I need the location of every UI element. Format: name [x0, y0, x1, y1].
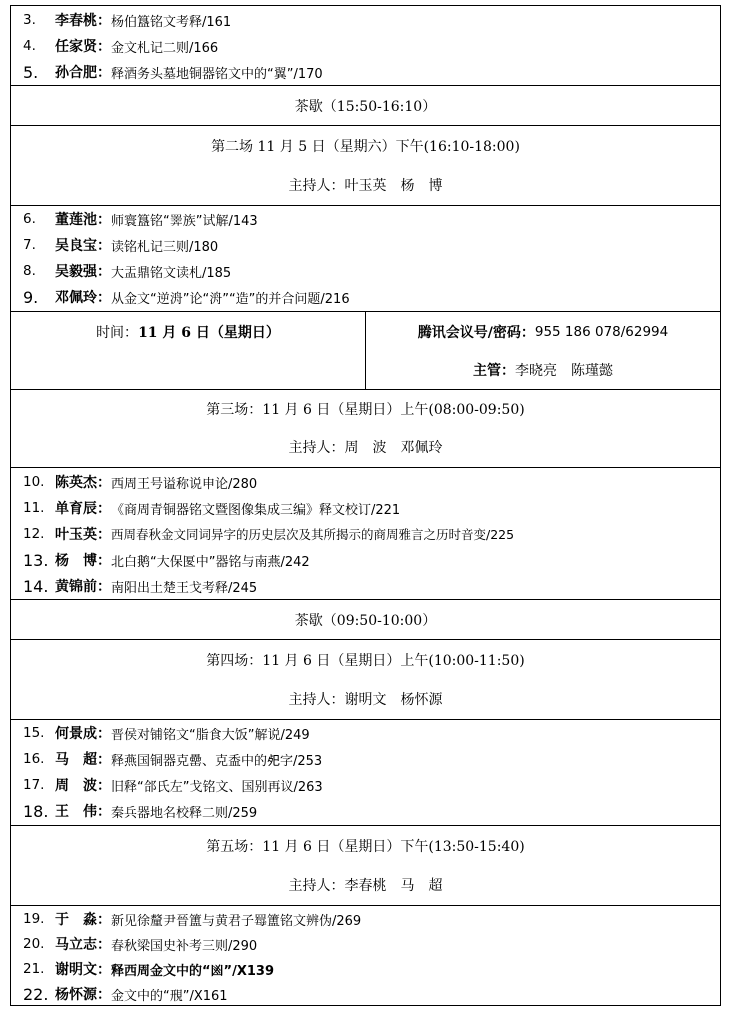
talk-title: 北白鹅“大保匽中”器铭与南燕/242 [111, 554, 310, 570]
talk-title: 释酒务头墓地铜器铭文中的“翼”/170 [111, 66, 323, 82]
talk-block-session3 [11, 468, 720, 600]
talk-title: 大盂鼎铭文读札/185 [111, 265, 232, 281]
speaker-name: 邓佩玲： [55, 290, 111, 306]
speaker-name: 黄锦前： [55, 579, 111, 595]
session-header [11, 826, 720, 906]
talk-number: 20. [23, 936, 45, 952]
host-label: 主持人： [288, 878, 345, 894]
speaker-name: 周 波： [55, 778, 111, 794]
talk-number: 9. [23, 287, 39, 307]
host-label: 主持人： [288, 440, 345, 456]
talk-row [11, 931, 720, 957]
speaker-name: 孙合肥： [55, 65, 111, 81]
talk-title: 释燕国铜器克罍、克盉中的𢀸字/253 [111, 753, 323, 769]
session-title: 第二场 11 月 5 日（星期六）下午(16:10-18:00) [211, 139, 520, 155]
speaker-name: 李春桃： [55, 13, 111, 29]
talk-number: 18. [23, 801, 49, 821]
session-host [11, 433, 720, 461]
talk-number: 8. [23, 263, 36, 279]
talk-number: 11. [23, 500, 45, 516]
talk-number: 13. [23, 550, 49, 570]
tea-break-row [11, 86, 720, 126]
talk-title: 秦兵器地名校释二则/259 [111, 805, 258, 821]
host-label: 主持人： [288, 178, 345, 194]
talk-number: 16. [23, 751, 45, 767]
session-title: 第五场：11 月 6 日（星期日）下午(13:50-15:40) [206, 839, 525, 855]
talk-number: 21. [23, 961, 45, 977]
talk-row [11, 258, 720, 284]
meeting-cell [366, 312, 720, 389]
talk-row [11, 232, 720, 258]
speaker-name: 陈英杰： [55, 475, 111, 491]
speaker-name: 何景成： [55, 726, 111, 742]
speaker-name: 叶玉英： [55, 527, 111, 543]
talk-block-session2 [11, 206, 720, 312]
speaker-name: 吴毅强： [55, 264, 111, 280]
talk-title: 杨伯簋铭文考释/161 [111, 14, 232, 30]
talk-number: 12. [23, 526, 45, 542]
talk-block-session1 [11, 6, 720, 86]
day-info-row [11, 312, 720, 390]
session-header [11, 126, 720, 206]
talk-row [11, 495, 720, 521]
session-title: 第四场：11 月 6 日（星期日）上午(10:00-11:50) [206, 653, 525, 669]
schedule-table [10, 5, 721, 1006]
talk-title: 《商周青铜器铭文暨图像集成三编》释文校订/221 [111, 502, 401, 518]
talk-block-session4 [11, 720, 720, 826]
session-header [11, 640, 720, 720]
session-title: 第三场：11 月 6 日（星期日）上午(08:00-09:50) [206, 402, 525, 418]
talk-title: 释西周金文中的“𠚍”/X139 [111, 963, 274, 979]
talk-row [11, 206, 720, 232]
talk-number: 6. [23, 211, 36, 227]
talk-row [11, 798, 720, 824]
speaker-name: 任家贤： [55, 39, 111, 55]
talk-title: 西周春秋金文同词异字的历史层次及其所揭示的商周雅言之历时音变/225 [111, 527, 515, 542]
speaker-name: 马 超： [55, 752, 111, 768]
talk-row [11, 746, 720, 772]
talk-title: 金文札记二则/166 [111, 40, 219, 56]
talk-title: 新见徐釐尹晉簠与黄君子䍙簠铭文辨伪/269 [111, 913, 362, 929]
talk-title: 春秋梁国史补考三则/290 [111, 938, 258, 954]
speaker-name: 杨 博： [55, 553, 111, 569]
talk-row [11, 7, 720, 33]
talk-row [11, 284, 720, 310]
speaker-name: 单育辰： [55, 501, 111, 517]
talk-title: 从金文“逆洀”论“洀”“造”的并合问题/216 [111, 291, 350, 307]
talk-title: 晋侯对铺铭文“脂食大饭”解说/249 [111, 727, 310, 743]
talk-number: 22. [23, 984, 49, 1004]
session-host [11, 171, 720, 199]
speaker-name: 于 淼： [55, 912, 111, 928]
speaker-name: 吴良宝： [55, 238, 111, 254]
tea-break-text: 茶歇（09:50-10:00） [294, 612, 437, 629]
time-label: 时间： [96, 325, 139, 341]
talk-title: 师寰簋铭“𢍰族”试解/143 [111, 213, 258, 229]
talk-row [11, 469, 720, 495]
day-time-cell [11, 312, 366, 389]
meeting-id: 955 186 078/62994 [534, 324, 669, 340]
talk-title: 旧释“郃氏左”戈铭文、国别再议/263 [111, 779, 323, 795]
talk-row [11, 720, 720, 746]
talk-row [11, 521, 720, 547]
manager-label: 主管： [473, 363, 515, 379]
speaker-name: 王 伟： [55, 804, 111, 820]
speaker-name: 马立志： [55, 937, 111, 953]
talk-number: 15. [23, 725, 45, 741]
meeting-label: 腾讯会议号/密码： [417, 325, 535, 341]
talk-number: 14. [23, 576, 49, 596]
talk-title: 读铭札记三则/180 [111, 239, 219, 255]
talk-row [11, 33, 720, 59]
speaker-name: 杨怀源： [55, 987, 111, 1003]
tea-break-text: 茶歇（15:50-16:10） [294, 98, 437, 115]
time-value: 11 月 6 日（星期日） [138, 325, 280, 341]
meeting-info [366, 318, 720, 346]
host-label: 主持人： [288, 692, 345, 708]
host-names: 李春桃 马 超 [344, 878, 443, 894]
session-host [11, 685, 720, 713]
session-header [11, 390, 720, 468]
talk-block-session5 [11, 906, 720, 1006]
talk-number: 5. [23, 62, 39, 82]
manager-names: 李晓亮 陈瑾懿 [515, 363, 613, 379]
manager-info [366, 356, 720, 384]
talk-row [11, 906, 720, 932]
talk-row [11, 956, 720, 982]
talk-row [11, 573, 720, 599]
talk-number: 17. [23, 777, 45, 793]
tea-break-row [11, 600, 720, 640]
talk-row [11, 547, 720, 573]
speaker-name: 谢明文： [55, 962, 111, 978]
talk-number: 10. [23, 474, 45, 490]
session-host [11, 871, 720, 899]
host-names: 周 波 邓佩玲 [344, 440, 443, 456]
talk-row [11, 59, 720, 85]
talk-row [11, 981, 720, 1007]
host-names: 叶玉英 杨 博 [344, 178, 443, 194]
talk-number: 7. [23, 237, 36, 253]
talk-row [11, 772, 720, 798]
talk-number: 3. [23, 12, 36, 28]
talk-title: 西周王号谥称说申论/280 [111, 476, 258, 492]
talk-number: 4. [23, 38, 36, 54]
talk-title: 南阳出土楚王戈考释/245 [111, 580, 258, 596]
host-names: 谢明文 杨怀源 [344, 692, 443, 708]
talk-title: 金文中的“䙹”/X161 [111, 988, 228, 1004]
talk-number: 19. [23, 911, 45, 927]
day-time [11, 318, 365, 346]
speaker-name: 董莲池： [55, 212, 111, 228]
